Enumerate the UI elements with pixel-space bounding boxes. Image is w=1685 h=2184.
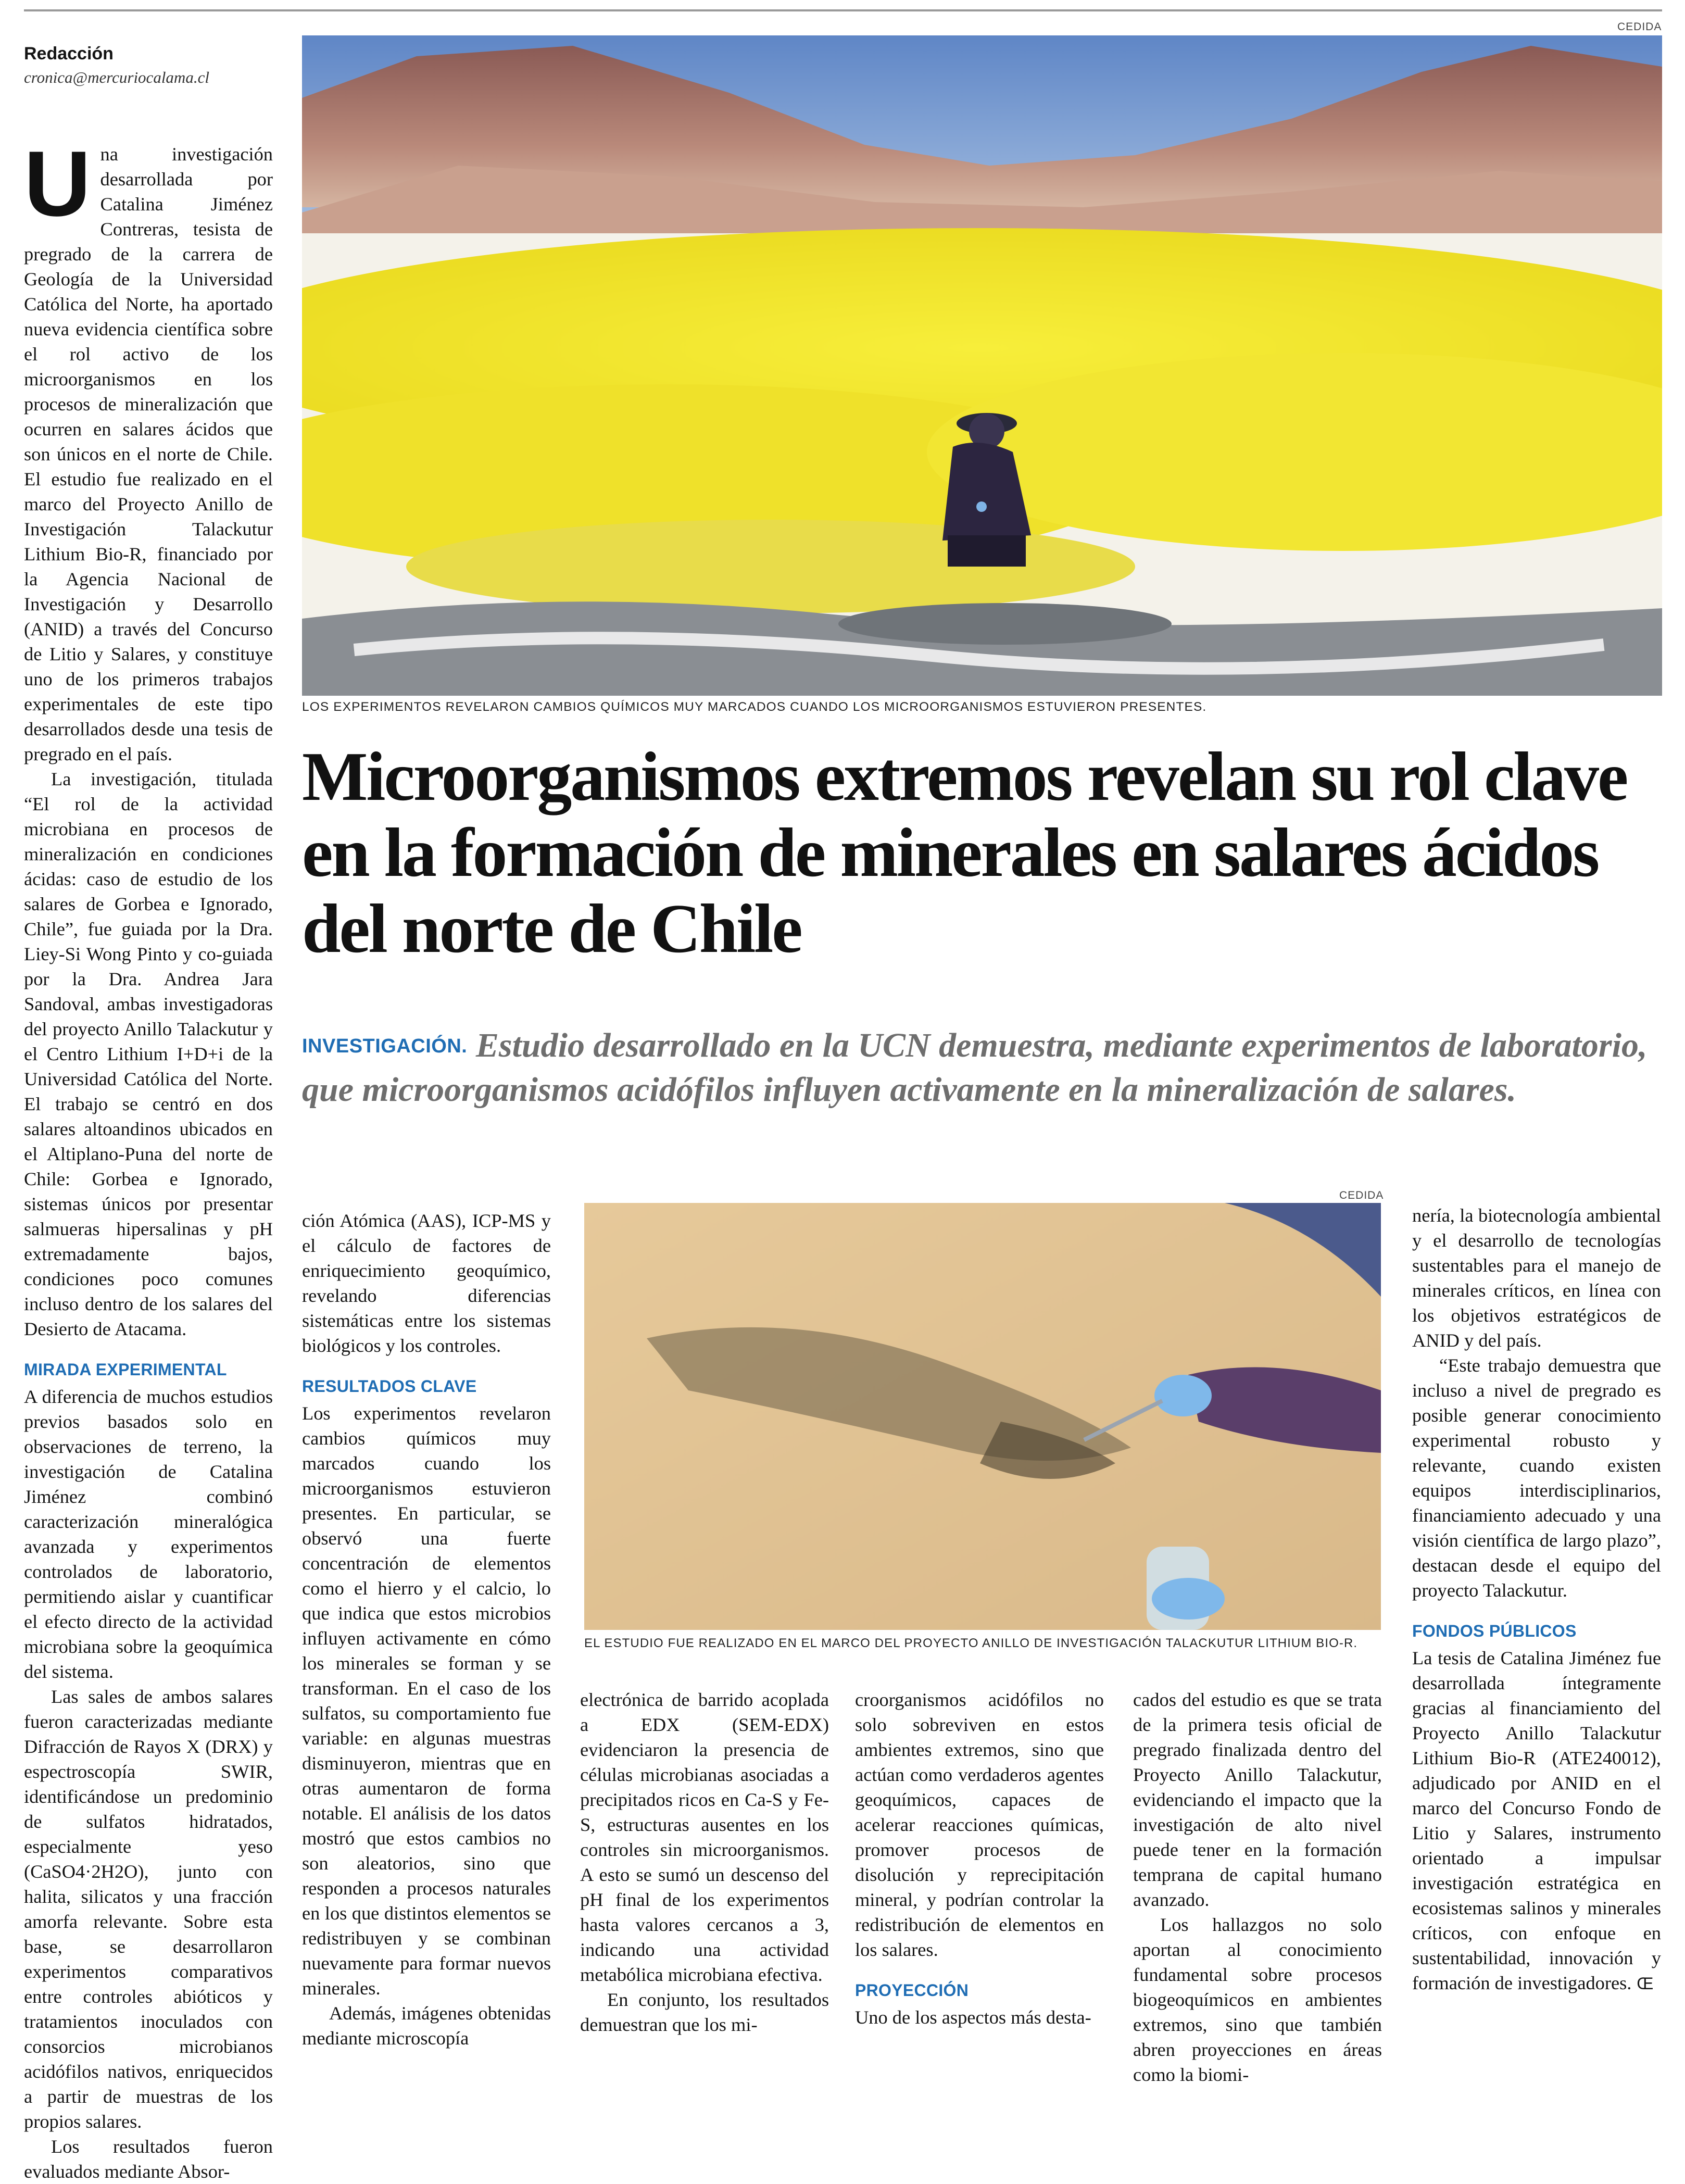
col6-p3-text: La tesis de Catalina Jiménez fue desarrollada íntegramente gracias al financiamiento del Proyecto Anillo Talackutur Lithium Bio-R (ATE240012), adjudicado por ANID en el marco del Concurso Fondo de Litio y Salares, instrumento orientado a impulsar investigación estratégica en ecosistemas salinos y minerales críticos, con enfoque en sustentabilidad, innovación y formación de investigadores. [1412,1648,1661,1993]
top-photo-salar [302,35,1662,696]
col1-paragraph-1 [24,132,273,767]
col6-paragraph-3 [1412,1646,1661,1996]
mid-photo-caption: EL ESTUDIO FUE REALIZADO EN EL MARCO DEL PROYECTO ANILLO DE INVESTIGACIÓN TALACKUTUR LITHIUM BIO-R. [584,1636,1358,1650]
col3-paragraph-2: En conjunto, los resultados demuestran que los mi- [580,1989,829,2035]
byline [24,44,269,87]
column-5 [1133,1687,1382,2087]
subhead-proyeccion: PROYECCIÓN [855,1981,969,2000]
col5-paragraph-2: Los hallazgos no solo aportan al conocimiento fundamental sobre procesos biogeoquímicos en ambientes extremos, sino que también abren proyecciones en áreas como la biomi- [1133,1914,1382,2085]
byline-email: cronica@mercuriocalama.cl [24,68,209,86]
column-1 [24,132,273,2184]
top-photo-credit: CEDIDA [1617,21,1662,33]
end-of-article-mark: Œ [1637,1974,1654,1993]
col1-paragraph-2: La investigación, titulada “El rol de la actividad microbiana en procesos de mineralización en condiciones ácidas: caso de estudio de los salares de Gorbea e Ignorado, Chile”, fue guiada por la Dra. Liey-Si Wong Pinto y co-guiada por la Dra. Andrea Jara Sandoval, ambas investigadoras del proyecto Anillo Talackutur y el Centro Lithium I+D+i de la Universidad Católica del Norte. El trabajo se centró en dos salares altoandinos ubicados en el Altiplano-Puna del norte de Chile: Gorbea e Ignorado, sistemas únicos por presentar salmueras hipersalinas y pH extremadamente bajos, condiciones poco comunes incluso dentro de los salares del Desierto de Atacama. [24,769,273,1339]
subhead-fondos-publicos: FONDOS PÚBLICOS [1412,1622,1577,1640]
mid-photo-sampling [584,1203,1381,1630]
byline-author: Redacción [24,44,114,64]
col1-paragraph-5: Los resultados fueron evaluados mediante Absor- [24,2136,273,2182]
headline: Microorganismos extremos revelan su rol clave en la formación de minerales en salares ácidos del norte de Chile [302,738,1627,967]
col3-paragraph-1: electrónica de barrido acoplada a EDX (SEM-EDX) evidenciaron la presencia de células microbianas asociadas a precipitados ricos en Ca-S y Fe-S, estructuras ausentes en los controles sin microorganismos. A esto se sumó un descenso del pH final de los experimentos hasta valores cercanos a 3, indicando una actividad metabólica microbiana efectiva. [580,1689,829,1985]
column-2 [302,1208,551,2051]
salar-illustration [302,35,1662,696]
col2-paragraph-3: Además, imágenes obtenidas mediante microscopía [302,2003,551,2049]
top-photo-caption: LOS EXPERIMENTOS REVELARON CAMBIOS QUÍMICOS MUY MARCADOS CUANDO LOS MICROORGANISMOS ESTUVIERON PRESENTES. [302,700,1207,714]
dek-kicker: INVESTIGACIÓN. [302,1035,468,1057]
col5-paragraph-1: cados del estudio es que se trata de la primera tesis oficial de pregrado finalizada dentro del Proyecto Anillo Talackutur, evidenciando el impacto que la investigación de alto nivel puede tener en la formación temprana de capital humano avanzado. [1133,1689,1382,1910]
col6-paragraph-1: nería, la biotecnología ambiental y el desarrollo de tecnologías sustentables para el manejo de minerales críticos, en línea con los objetivos estratégicos de ANID y del país. [1412,1205,1661,1351]
col2-paragraph-1: ción Atómica (AAS), ICP-MS y el cálculo de factores de enriquecimiento geoquímico, revelando diferencias sistemáticas entre los sistemas biológicos y los controles. [302,1210,551,1356]
column-6 [1412,1203,1661,1996]
col1-paragraph-4: Las sales de ambos salares fueron caracterizadas mediante Difracción de Rayos X (DRX) y espectroscopía SWIR, identificándose un predominio de sulfatos hidratados, especialmente yeso (CaSO4·2H2O), junto con halita, silicatos y una fracción amorfa relevante. Sobre esta base, se desarrollaron experimentos comparativos entre controles abióticos y tratamientos inoculados con consorcios microbianos acidófilos nativos, enriquecidos a partir de muestras de los propios salares. [24,1686,273,2132]
dek-text: Estudio desarrollado en la UCN demuestra, mediante experimentos de laboratorio, que microorganismos acidófilos influyen activamente en la mineralización de salares. [302,1026,1648,1109]
mid-photo-credit: CEDIDA [1339,1189,1384,1201]
col1-p1-text: na investigación desarrollada por Catalina Jiménez Contreras, tesista de pregrado de la carrera de Geología de la Universidad Católica del Norte, ha aportado nueva evidencia científica sobre el rol activo de los microorganismos en los procesos de mineralización que ocurren en salares ácidos que son únicos en el norte de Chile. El estudio fue realizado en el marco del Proyecto Anillo de Investigación Talackutur Lithium Bio-R, financiado por la Agencia Nacional de Investigación y Desarrollo (ANID) a través del Concurso de Litio y Salares, y constituye uno de los primeros trabajos experimentales de este tipo desarrollados desde una tesis de pregrado en el país. [24,144,273,764]
subhead-mirada-experimental: MIRADA EXPERIMENTAL [24,1360,227,1379]
dropcap: U [24,132,91,235]
dek [302,1024,1671,1112]
column-4 [855,1687,1104,2030]
col1-paragraph-3: A diferencia de muchos estudios previos basados solo en observaciones de terreno, la investigación de Catalina Jiménez combinó caracterización mineralógica avanzada y experimentos controlados de laboratorio, permitiendo aislar y cuantificar el efecto directo de la actividad microbiana sobre la geoquímica del sistema. [24,1386,273,1682]
subhead-resultados-clave: RESULTADOS CLAVE [302,1377,477,1396]
column-3 [580,1687,829,2037]
col2-paragraph-2: Los experimentos revelaron cambios químicos muy marcados cuando los microorganismos estuvieron presentes. En particular, se observó una fuerte concentración de elementos como el hierro y el calcio, lo que indica que estos microbios influyen activamente en cómo los minerales se forman y se transforman. En el caso de los sulfatos, su comportamiento fue variable: en algunas muestras disminuyeron, mientras que en otras aumentaron de forma notable. El análisis de los datos mostró que estos cambios no son aleatorios, sino que responden a procesos naturales en los que distintos elementos se redistribuyen y se combinan nuevamente para formar nuevos minerales. [302,1403,551,1999]
top-rule [24,9,1662,11]
col4-paragraph-2: Uno de los aspectos más desta- [855,2007,1091,2028]
col6-paragraph-2: “Este trabajo demuestra que incluso a nivel de pregrado es posible generar conocimiento experimental robusto y relevante, cuando existen equipos interdisciplinarios, financiamiento adecuado y una visión científica de largo plazo”, destacan desde el equipo del proyecto Talackutur. [1412,1355,1661,1601]
col4-paragraph-1: croorganismos acidófilos no solo sobreviven en estos ambientes extremos, sino que actúan como verdaderos agentes geoquímicos, capaces de acelerar reacciones químicas, promover procesos de disolución y reprecipitación mineral, y podrían controlar la redistribución de elementos en los salares. [855,1689,1104,1960]
sampling-illustration [584,1203,1381,1630]
